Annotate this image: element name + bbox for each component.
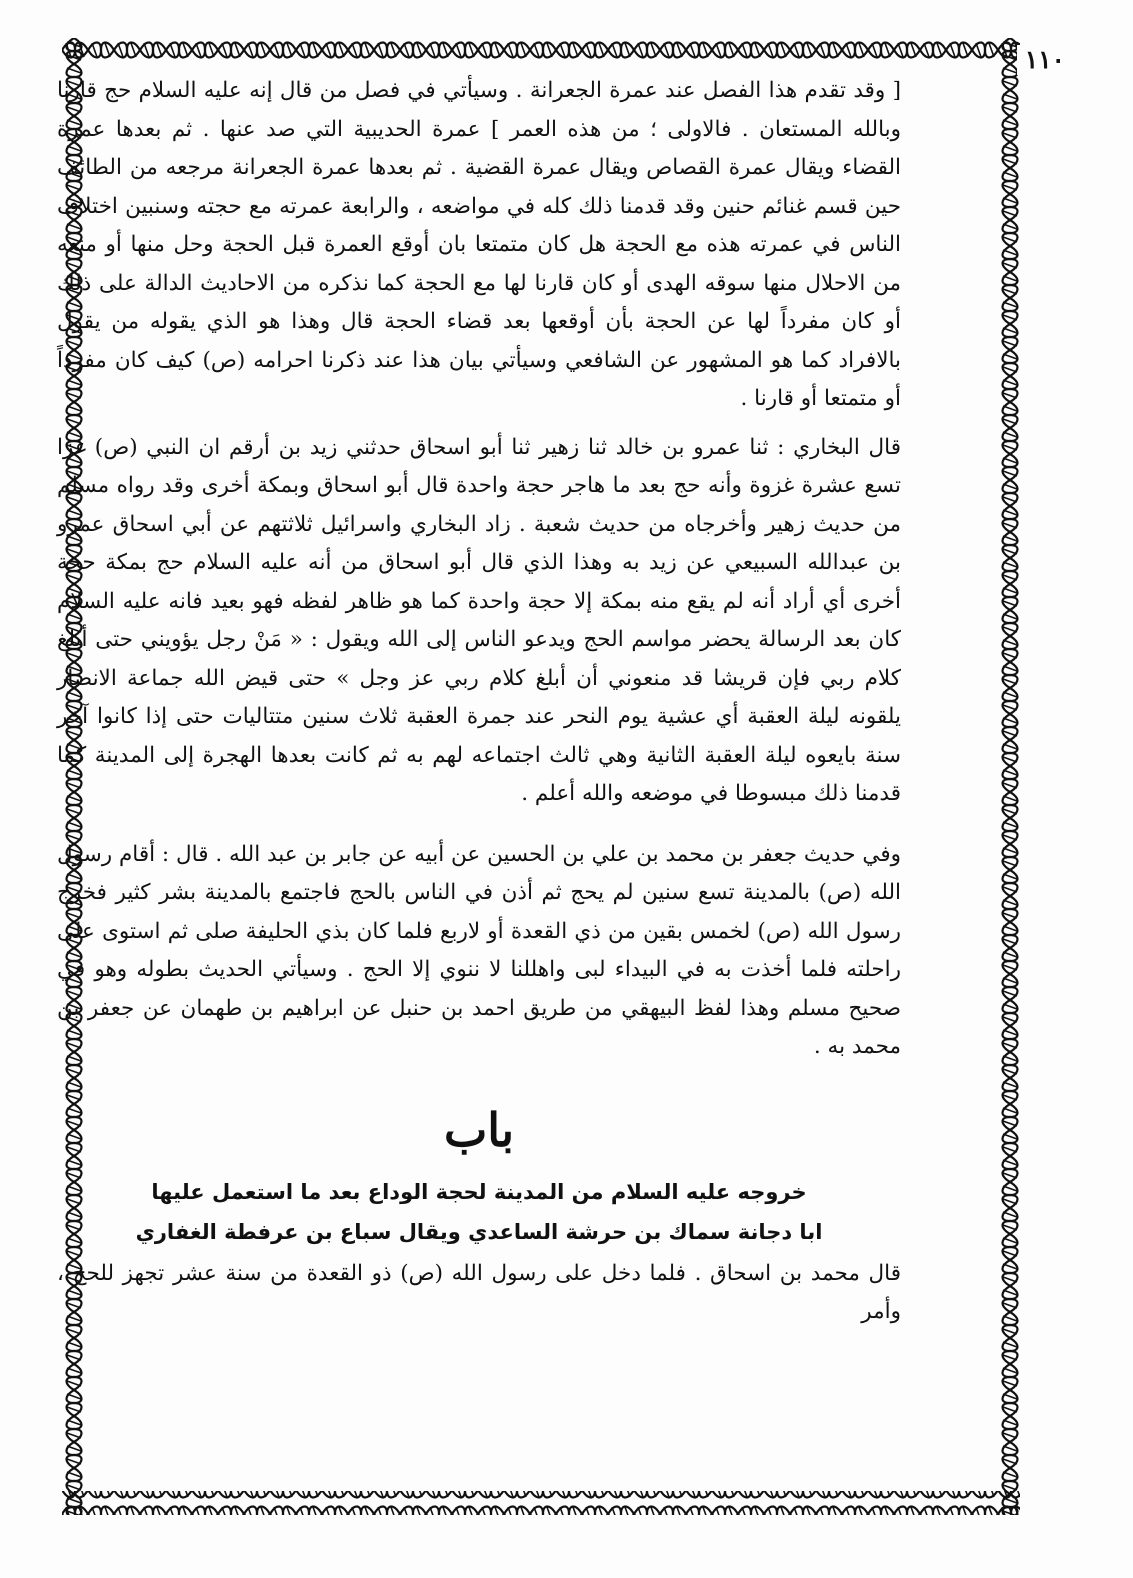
chapter-title: باب — [443, 1102, 515, 1157]
chapter-heading-line-2: ابا دجانة سماك بن حرشة الساعدي ويقال سباع بن عرفطة الغفاري — [135, 1219, 823, 1244]
paragraph-ibn-ishaq: قال محمد بن اسحاق . فلما دخل على رسول الله (ص) ذو القعدة من سنة عشر تجهز للحج ، وأمر — [57, 1260, 901, 1324]
paragraph-umrah-list: [ وقد تقدم هذا الفصل عند عمرة الجعرانة . وسيأتي في فصل من قال إنه عليه السلام حج قارنا وبالله المستعان . فالاولى ؛ من هذه العمر ] عمرة الحديبية التي صد عنها . ثم بعدها عمرة القضاء ويقال عمرة القصاص ويقال عمرة القضية . ثم بعدها عمرة الجعرانة مرجعه من الطائف حين قسم غنائم حنين وقد قدمنا ذلك كله في مواضعه ، والرابعة عمرته مع حجته وسنبين اختلاف الناس في عمرته هذه مع الحجة هل كان متمتعا بان أوقع العمرة قبل الحجة وحل منها أو منعه من الاحلال منها سوقه الهدى أو كان قارنا لها مع الحجة كما نذكره من الاحاديث الدالة على ذلك أو كان مفرداً لها عن الحجة بأن أوقعها بعد قضاء الحجة قال وهذا هو الذي يقوله من يقول بالافراد كما هو المشهور عن الشافعي وسيأتي بيان هذا عند ذكرنا احرامه (ص) كيف كان مفرداً أو متمتعا أو قارنا . — [57, 78, 901, 411]
page-number: ١١٠ — [1017, 45, 1073, 75]
paragraph-jafar-hadith: وفي حديث جعفر بن محمد بن علي بن الحسين عن أبيه عن جابر بن عبد الله . قال : أقام رسول الله (ص) بالمدينة تسع سنين لم يحج ثم أذن في الناس بالحج فاجتمع بالمدينة بشر كثير فخرج رسول الله (ص) لخمس بقين من ذي القعدة أو لاربع فلما كان بذي الحليفة صلى ثم استوى على راحلته فلما أخذت به في البيداء لبى واهللنا لا ننوي إلا الحج . وسيأتي الحديث بطوله وهو في صحيح مسلم وهذا لفظ البيهقي من طريق احمد بن حنبل عن ابراهيم بن طهمان عن جعفر بن محمد به . — [57, 841, 901, 1059]
paragraph-bukhari-hadith: قال البخاري : ثنا عمرو بن خالد ثنا زهير ثنا أبو اسحاق حدثني زيد بن أرقم ان النبي (ص) غزا تسع عشرة غزوة وأنه حج بعد ما هاجر حجة واحدة قال أبو اسحاق وبمكة أخرى وقد رواه مسلم من حديث زهير وأخرجاه من حديث شعبة . زاد البخاري واسرائيل ثلاثتهم عن أبي اسحاق عمرو بن عبدالله السبيعي عن زيد به وهذا الذي قال أبو اسحاق من أنه عليه السلام حج بمكة حجة أخرى أي أراد أنه لم يقع منه بمكة إلا حجة واحدة كما هو ظاهر لفظه فهو بعيد فانه عليه السلام كان بعد الرسالة يحضر مواسم الحج ويدعو الناس إلى الله ويقول : « مَنْ رجل يؤويني حتى أبلغ كلام ربي فإن قريشا قد منعوني أن أبلغ كلام ربي عز وجل » حتى قيض الله جماعة الانصار يلقونه ليلة العقبة أي عشية يوم النحر عند جمرة العقبة ثلاث سنين متتاليات حتى إذا كانوا آخر سنة بايعوه ليلة العقبة الثانية وهي ثالث اجتماعه لهم به ثم كانت بعدها الهجرة إلى المدينة كما قدمنا ذلك مبسوطا في موضعه والله أعلم . — [57, 434, 901, 806]
chapter-heading-line-1: خروجه عليه السلام من المدينة لحجة الوداع بعد ما استعمل عليها — [151, 1179, 807, 1204]
page-body — [57, 72, 901, 1332]
